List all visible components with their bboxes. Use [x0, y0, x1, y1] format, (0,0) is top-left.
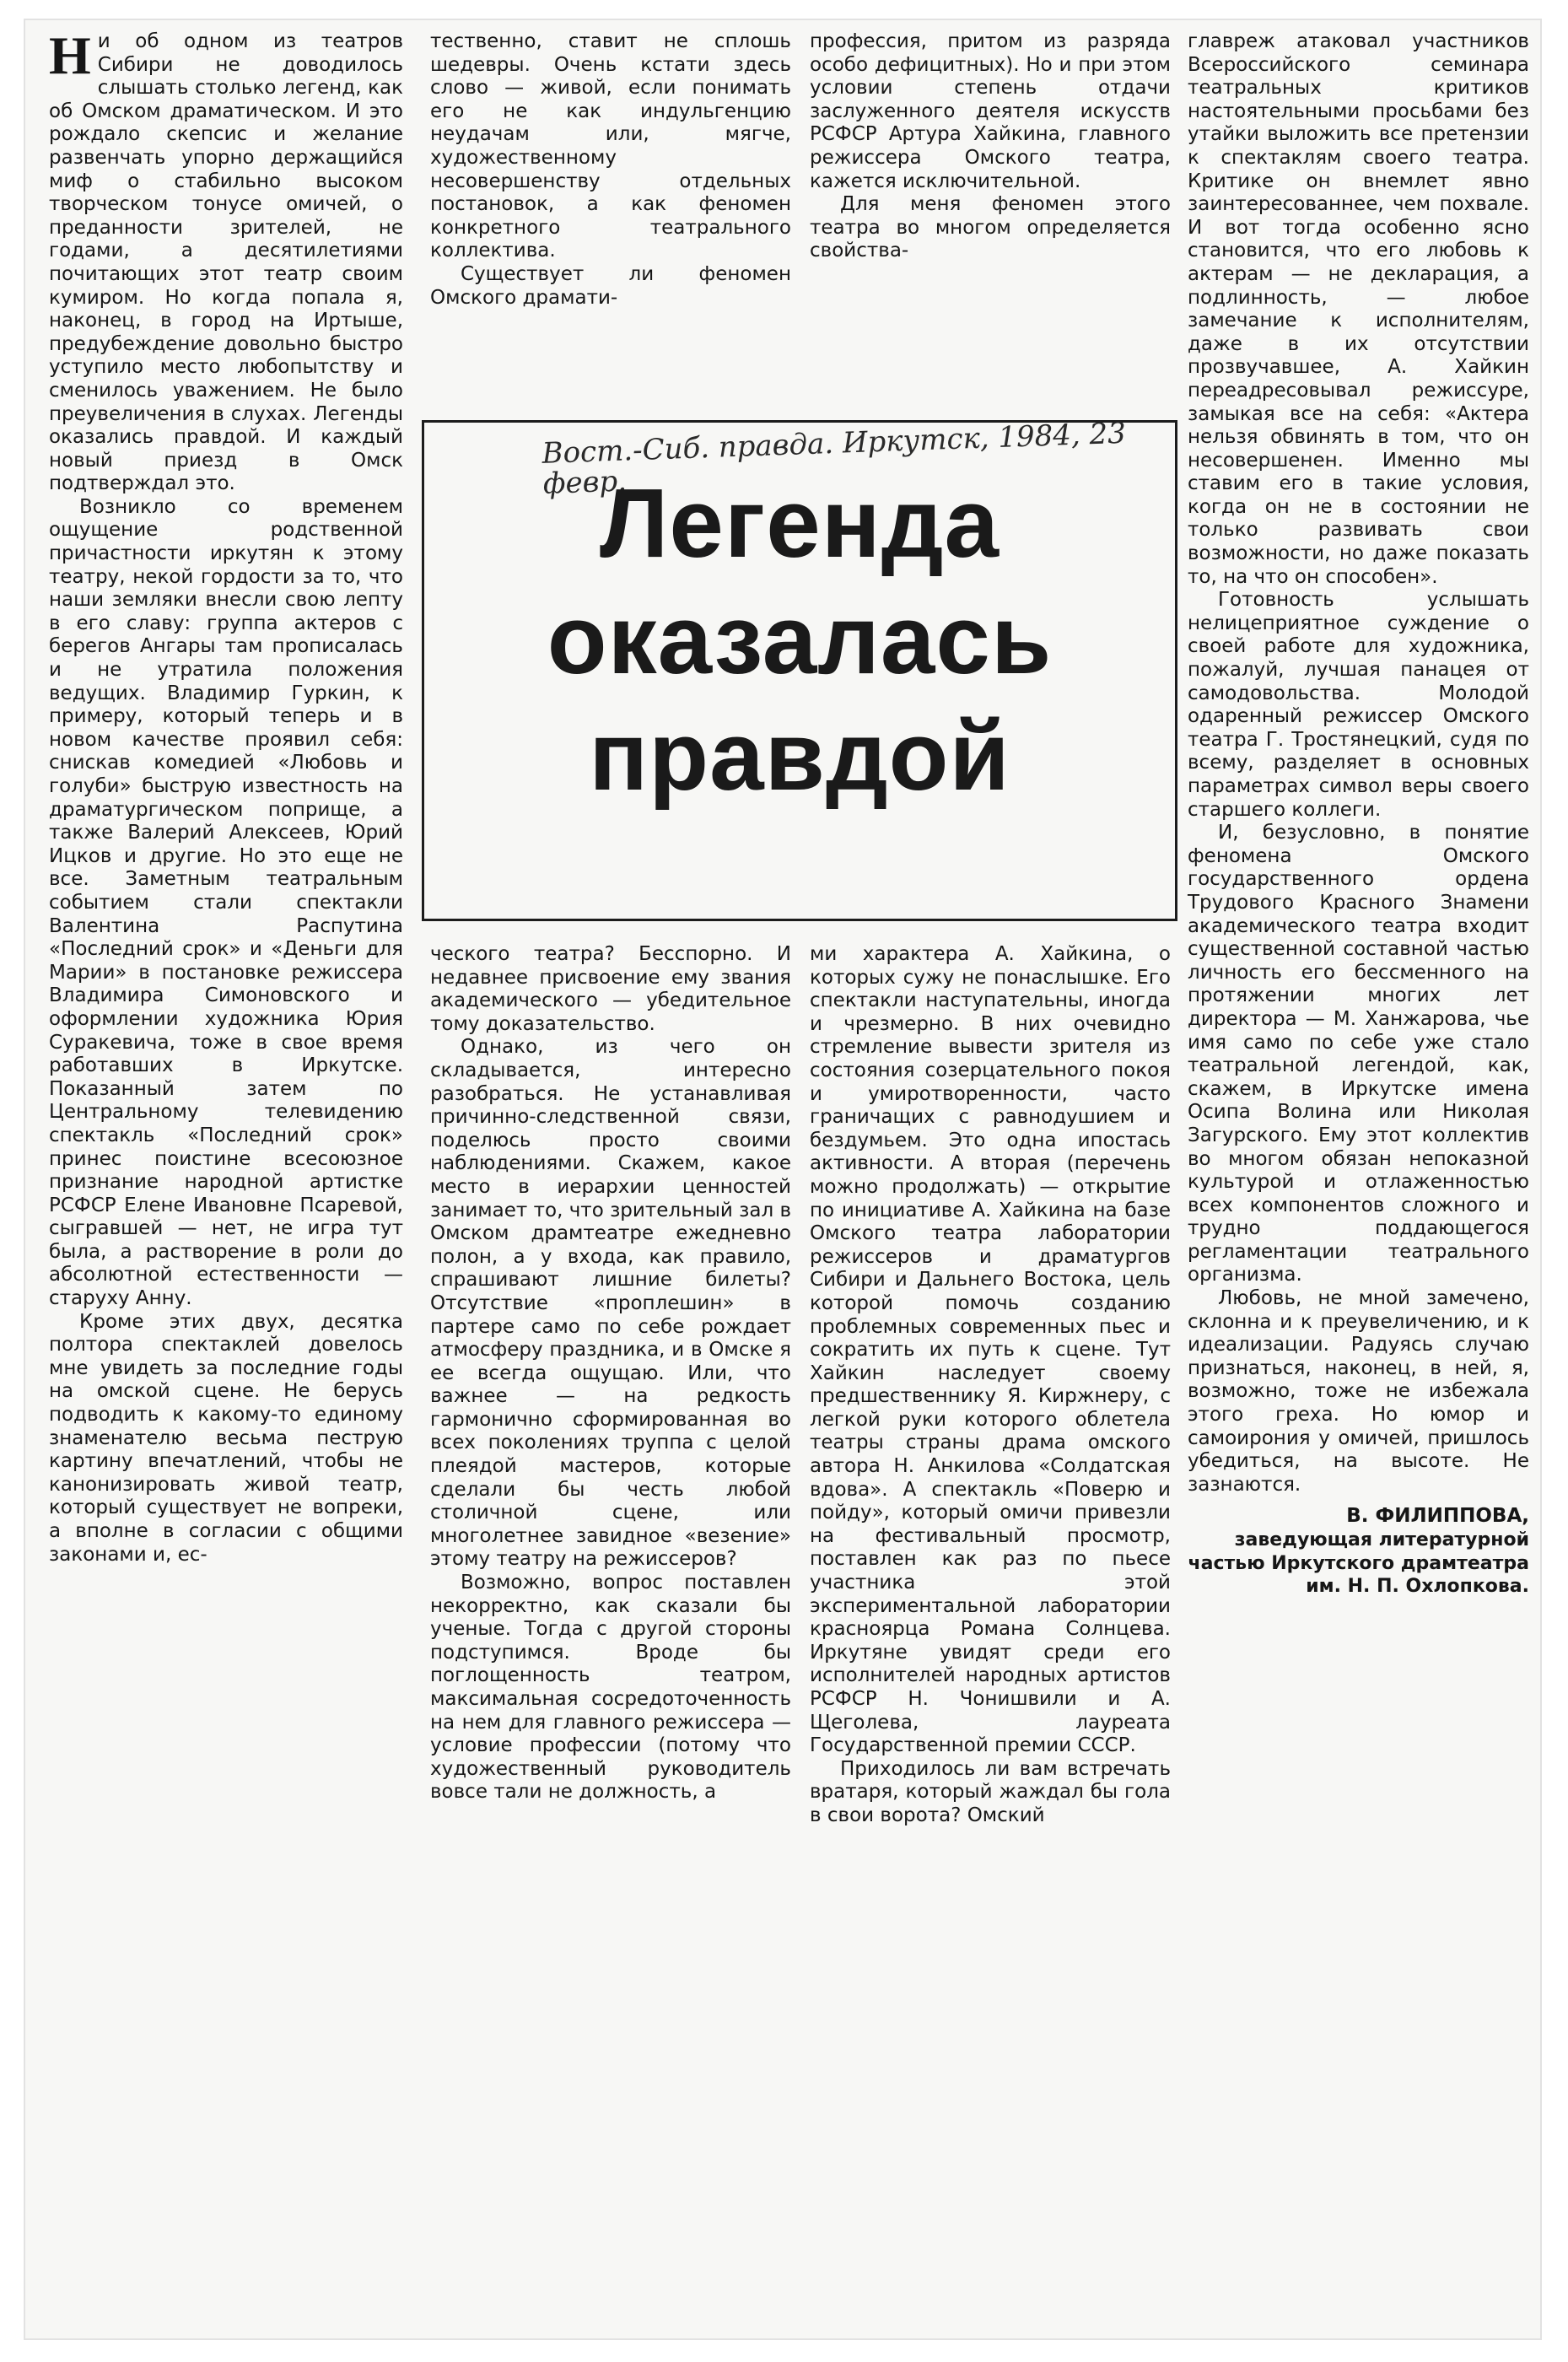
article-paragraph: Возникло со временем ощущение родственной причастности иркутян к этому театру, некой гордости за то, что наши земляки внесли свою лепту в его славу: группа актеров с берегов Ангары там прописалась и не утратила положения ведущих. Владимир Гуркин, к примеру, который теперь и в новом качестве проявил себя: снискав комедией «Любовь и голуби» быструю известность на драматургическом поприще, а также Валерий Алексеев, Юрий Ицков и другие. Но это еще не все. Заметным театральным событием стали спектакли Валентина Распутина «Последний срок» и «Деньги для Марии» в постановке режиссера Владимира Симоновского и оформлении художника Юрия Суракевича, тоже в свое время работавших в Иркутске. Показанный затем по Центральному телевидению спектакль «Последний срок» принес поистине всесоюзное признание народной артистке РСФСР Елене Ивановне Псаревой, сыгравшей — нет, не игра тут была, а растворение в роли до абсолютной естественности — старуху Анну.: [49, 495, 403, 1310]
article-column-3-top: [810, 30, 1171, 263]
article-paragraph: Ни об одном из театров Сибири не доводилось слышать столько легенд, как об Омском драматическом. И это рождало скепсис и желание развенчать упорно держащийся миф о стабильно высоком творческом тонусе омичей, о преданности зрителей, не годами, а десятилетиями почитающих этот театр своим кумиром. Но когда попала я, наконец, в город на Иртыше, предубеждение довольно быстро уступило место любопытству и сменилось уважением. Не было преувеличения в слухах. Легенды оказались правдой. И каждый новый приезд в Омск подтверждал это.: [49, 25, 403, 495]
author-signature: [1188, 1505, 1529, 1598]
headline-box: [422, 416, 1177, 921]
author-role: заведующая литературной частью Иркутского драмтеатра им. Н. П. Охлопкова.: [1188, 1529, 1529, 1598]
article-paragraph: профессия, притом из разряда особо дефицитных). Но и при этом условии степень отдачи заслуженного деятеля искусств РСФСР Артура Хайкина, главного режиссера Омского театра, кажется исключительной.: [810, 30, 1171, 192]
headline-line: Легенда: [600, 468, 1000, 578]
article-column-2-top: [430, 30, 791, 310]
article-column-1: [49, 25, 403, 1567]
article-paragraph: главреж атаковал участников Всероссийского семинара театральных критиков настоятельными просьбами без утайки выложить все претензии к спектаклям своего театра. Критике он внемлет явно заинтересованнее, чем похвале. И вот тогда особенно ясно становится, что его любовь к актерам — не декларация, а подлинность, — любое замечание к исполнителям, даже в их отсутствии прозвучавшее, А. Хайкин переадресовывал режиссуре, замыкая все на себя: «Актера нельзя обвинять в том, что он несовершенен. Именно мы ставим его в такие условия, когда он не в состоянии не только развивать свои возможности, но даже показать то, на что он способен».: [1188, 30, 1529, 588]
article-column-2-bottom: [430, 943, 791, 1804]
article-paragraph: Возможно, вопрос поставлен некорректно, как сказали бы ученые. Тогда с другой стороны подступимся. Вроде бы поглощенность театром, максимальная сосредоточенность на нем для главного режиссера — условие профессии (потому что художественный руководитель вовсе тали не должность, а: [430, 1572, 791, 1804]
article-paragraph: Готовность услышать нелицеприятное суждение о своей работе для художника, пожалуй, лучшая панацея от самодовольства. Молодой одаренный режиссер Омского театра Г. Тростянецкий, судя по всему, разделяет в основных параметрах символ веры своего старшего коллеги.: [1188, 589, 1529, 821]
headline-line: правдой: [589, 701, 1010, 811]
article-paragraph: Приходилось ли вам встречать вратаря, который жаждал бы гола в свои ворота? Омский: [810, 1757, 1171, 1826]
headline-title: [424, 465, 1175, 814]
drop-cap: Н: [49, 25, 91, 85]
article-paragraph: И, безусловно, в понятие феномена Омского государственного ордена Трудового Красного Знамени академического театра входит существенной составной частью личность его бессменного на протяжении многих лет директора — М. Ханжарова, чье имя само по себе уже стало театральной легендой, как, скажем, в Иркутске имена Осипа Волина или Николая Загурского. Ему этот коллектив во многом обязан непоказной культурой и отлаженностью всех компонентов сложного и трудно поддающегося регламентации театрального организма.: [1188, 822, 1529, 1286]
article-paragraph: Для меня феномен этого театра во многом определяется свойства-: [810, 193, 1171, 262]
author-name: В. ФИЛИППОВА,: [1346, 1505, 1529, 1528]
article-paragraph: Существует ли феномен Омского драмати-: [430, 262, 791, 309]
article-paragraph: ми характера А. Хайкина, о которых сужу не понаслышке. Его спектакли наступательны, иногда и чрезмерно. В них очевидно стремление вывести зрителя из состояния созерцательного покоя и умиротворенности, часто граничащих с равнодушием и бездумьем. Это одна ипостась активности. А вторая (перечень можно продолжать) — открытие по инициативе А. Хайкина на базе Омского театра лаборатории режиссеров и драматургов Сибири и Дальнего Востока, цель которой помочь созданию проблемных современных пьес и сократить их путь к сцене. Тут Хайкин наследует своему предшественнику Я. Киржнеру, с легкой руки которого облетела театры страны драма омского автора Н. Анкилова «Солдатская вдова». А спектакль «Поверю и пойду», который омичи привезли на фестивальный просмотр, поставлен как раз по пьесе участника этой экспериментальной лаборатории красноярца Романа Солнцева. Иркутяне увидят среди его исполнителей народных артистов РСФСР Н. Чонишвили и А. Щеголева, лауреата Государственной премии СССР.: [810, 943, 1171, 1757]
article-column-4: [1188, 30, 1529, 1599]
headline-line: оказалась: [547, 585, 1053, 694]
article-paragraph: Любовь, не мной замечено, склонна и к преувеличению, и к идеализации. Радуясь случаю признаться, наконец, в ней, я, возможно, тоже не избежала этого греха. Но юмор и самоирония у омичей, пришлось убедиться, на высоте. Не зазнаются.: [1188, 1287, 1529, 1496]
article-paragraph: Однако, из чего он складывается, интересно разобраться. Не устанавливая причинно-следственной связи, поделюсь просто своими наблюдениями. Скажем, какое место в иерархии ценностей занимает то, что зрительный зал в Омском драмтеатре ежедневно полон, а у входа, как правило, спрашивают лишние билеты? Отсутствие «проплешин» в партере само по себе рождает атмосферу праздника, и в Омске я ее всегда ощущаю. Или, что важнее — на редкость гармонично сформированная во всех поколениях труппа с целой плеядой мастеров, которые сделали бы честь любой столичной сцене, или многолетнее завидное «везение» этому театру на режиссеров?: [430, 1036, 792, 1571]
article-paragraph: ческого театра? Бесспорно. И недавнее присвоение ему звания академического — убедительное тому доказательство.: [430, 943, 791, 1035]
handwritten-source-note: Вост.-Сиб. правда. Иркутск, 1984, 23 февр.: [541, 416, 1127, 501]
article-paragraph: Кроме этих двух, десятка полтора спектаклей довелось мне увидеть за последние годы на омской сцене. Не берусь подводить к какому-то единому знаменателю весьма пеструю картину впечатлений, чтобы не канонизировать живой театр, который существует не вопреки, а вполне в согласии с общими законами и, ес-: [49, 1310, 403, 1566]
article-column-3-bottom: [810, 943, 1171, 1828]
article-paragraph: тественно, ставит не сплошь шедевры. Очень кстати здесь слово — живой, если понимать его не как индульгенцию неудачам или, мягче, художественному несовершенству отдельных постановок, а как феномен конкретного театрального коллектива.: [430, 30, 791, 262]
